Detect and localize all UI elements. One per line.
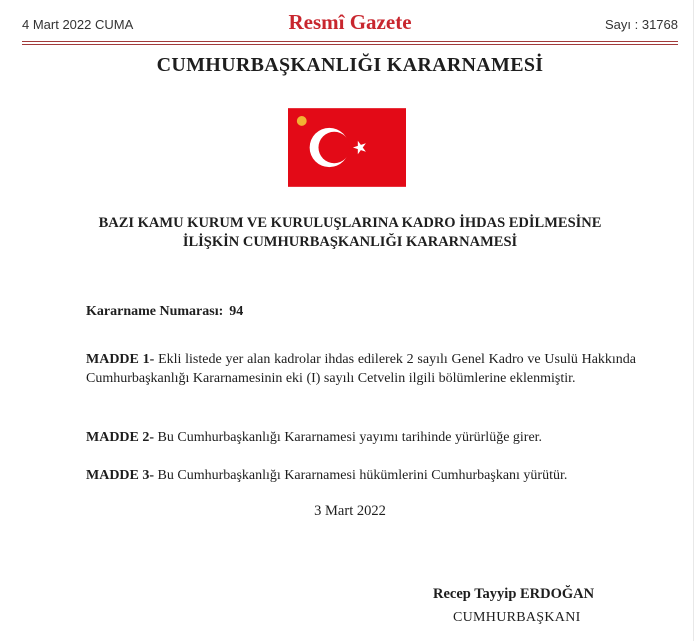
decree-number-value: 94: [229, 304, 244, 319]
turkish-flag-icon: [288, 108, 406, 187]
article-3: [86, 466, 636, 485]
emblem-icon: [297, 116, 307, 126]
header-divider: [22, 41, 678, 42]
article-2-text: Bu Cumhurbaşkanlığı Kararnamesi yayımı tarihinde yürürlüğe girer.: [157, 430, 543, 445]
article-1-head: MADDE 1-: [86, 352, 155, 367]
article-3-text: Bu Cumhurbaşkanlığı Kararnamesi hükümlerini Cumhurbaşkanı yürütür.: [157, 468, 568, 483]
decree-title-line-2: İLİŞKİN CUMHURBAŞKANLIĞI KARARNAMESİ: [182, 234, 518, 250]
document-type-heading: CUMHURBAŞKANLIĞI KARARNAMESİ: [156, 54, 544, 76]
article-1-text: Ekli listede yer alan kadrolar ihdas edilerek 2 sayılı Genel Kadro ve Usulü Hakkında Cumhurbaşkanlığı Kararnamesinin eki (I) sayılı Cetvelin ilgili bölümlerine eklenmiştir.: [86, 352, 637, 386]
decree-number-label: Kararname Numarası:: [86, 304, 224, 319]
article-3-head: MADDE 3-: [86, 468, 155, 483]
header-divider-secondary: [22, 44, 678, 45]
header-date: 4 Mart 2022 CUMA: [22, 16, 134, 32]
decree-title-line-1: BAZI KAMU KURUM VE KURULUŞLARINA KADRO İHDAS EDİLMESİNE: [98, 215, 602, 231]
article-1: [86, 350, 636, 388]
signer-name: Recep Tayyip ERDOĞAN: [433, 586, 595, 602]
issue-number: Sayı : 31768: [605, 16, 678, 32]
page-edge: [693, 0, 694, 641]
decree-date: 3 Mart 2022: [314, 503, 386, 519]
article-2-head: MADDE 2-: [86, 430, 155, 445]
decree-number: [86, 304, 243, 320]
gazette-title: Resmî Gazete: [288, 10, 412, 34]
signer-title: CUMHURBAŞKANI: [453, 610, 581, 625]
decree-title: [40, 214, 660, 252]
article-2: [86, 428, 636, 447]
gazette-header: [22, 10, 678, 38]
